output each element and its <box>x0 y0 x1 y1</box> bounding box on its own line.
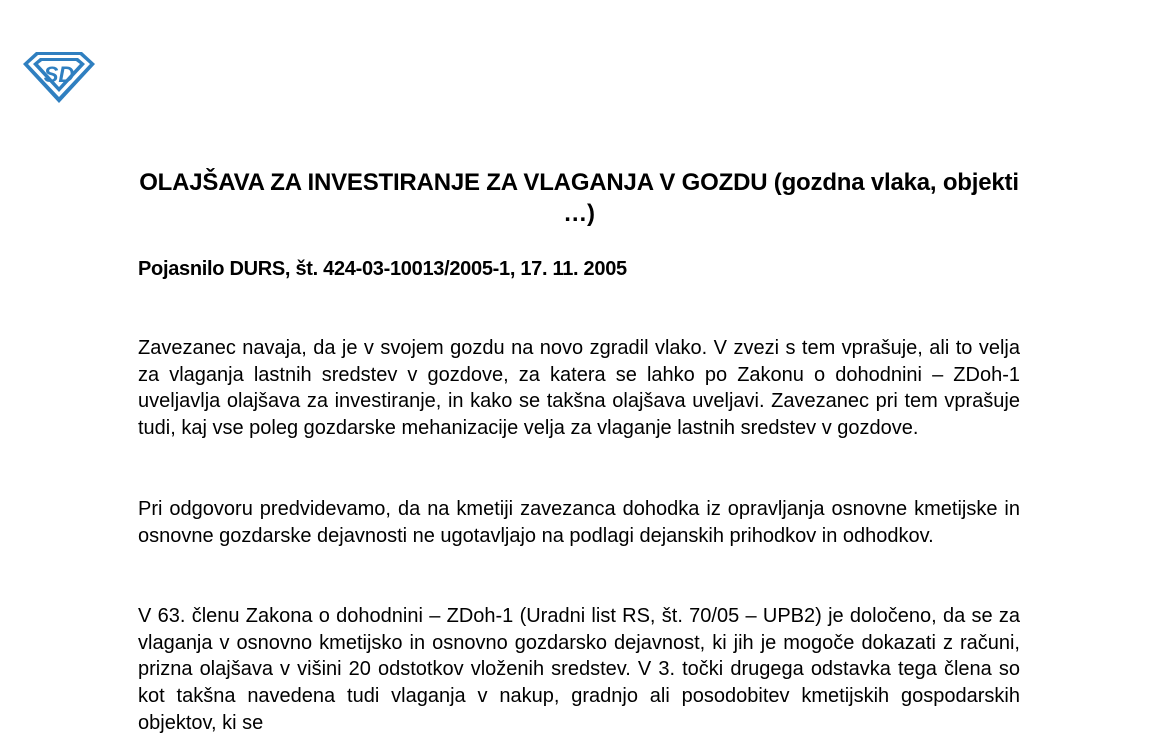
document-subtitle: Pojasnilo DURS, št. 424-03-10013/2005-1, 17. 11. 2005 <box>138 258 627 280</box>
paragraph-1: Zavezanec navaja, da je v svojem gozdu na novo zgradil vlako. V zvezi s tem vprašuje, ali to velja za vlaganja lastnih sredstev v gozdove, za katera se lahko po Zakonu o dohodnini – ZDoh-1 uveljavlja olajšava za investiranje, in kako se takšna olajšava uveljavi. Zavezanec pri tem vprašuje tudi, kaj vse poleg gozdarske mehanizacije velja za vlaganje lastnih sredstev v gozdove. <box>138 337 1020 440</box>
sd-shield-logo-icon <box>22 50 96 104</box>
document-title: OLAJŠAVA ZA INVESTIRANJE ZA VLAGANJA V GOZDU (gozdna vlaka, objekti …) <box>139 169 1019 227</box>
paragraph-3: V 63. členu Zakona o dohodnini – ZDoh-1 (Uradni list RS, št. 70/05 – UPB2) je določeno, da se za vlaganja v osnovno kmetijsko in osnovno gozdarsko dejavnost, ki jih je mogoče dokazati z računi, prizna olajšava v višini 20 odstotkov vloženih sredstev. V 3. točki drugega odstavka tega člena so kot takšna navedena tudi vlaganja v nakup, gradnjo ali posodobitev kmetijskih gospodarskih objektov, ki se <box>138 605 1020 734</box>
paragraph-2: Pri odgovoru predvidevamo, da na kmetiji zavezanca dohodka iz opravljanja osnovne kmetijske in osnovne gozdarske dejavnosti ne ugotavljajo na podlagi dejanskih prihodkov in odhodkov. <box>138 498 1020 547</box>
sd-logo <box>22 50 96 104</box>
logo-text: SD <box>43 62 75 87</box>
